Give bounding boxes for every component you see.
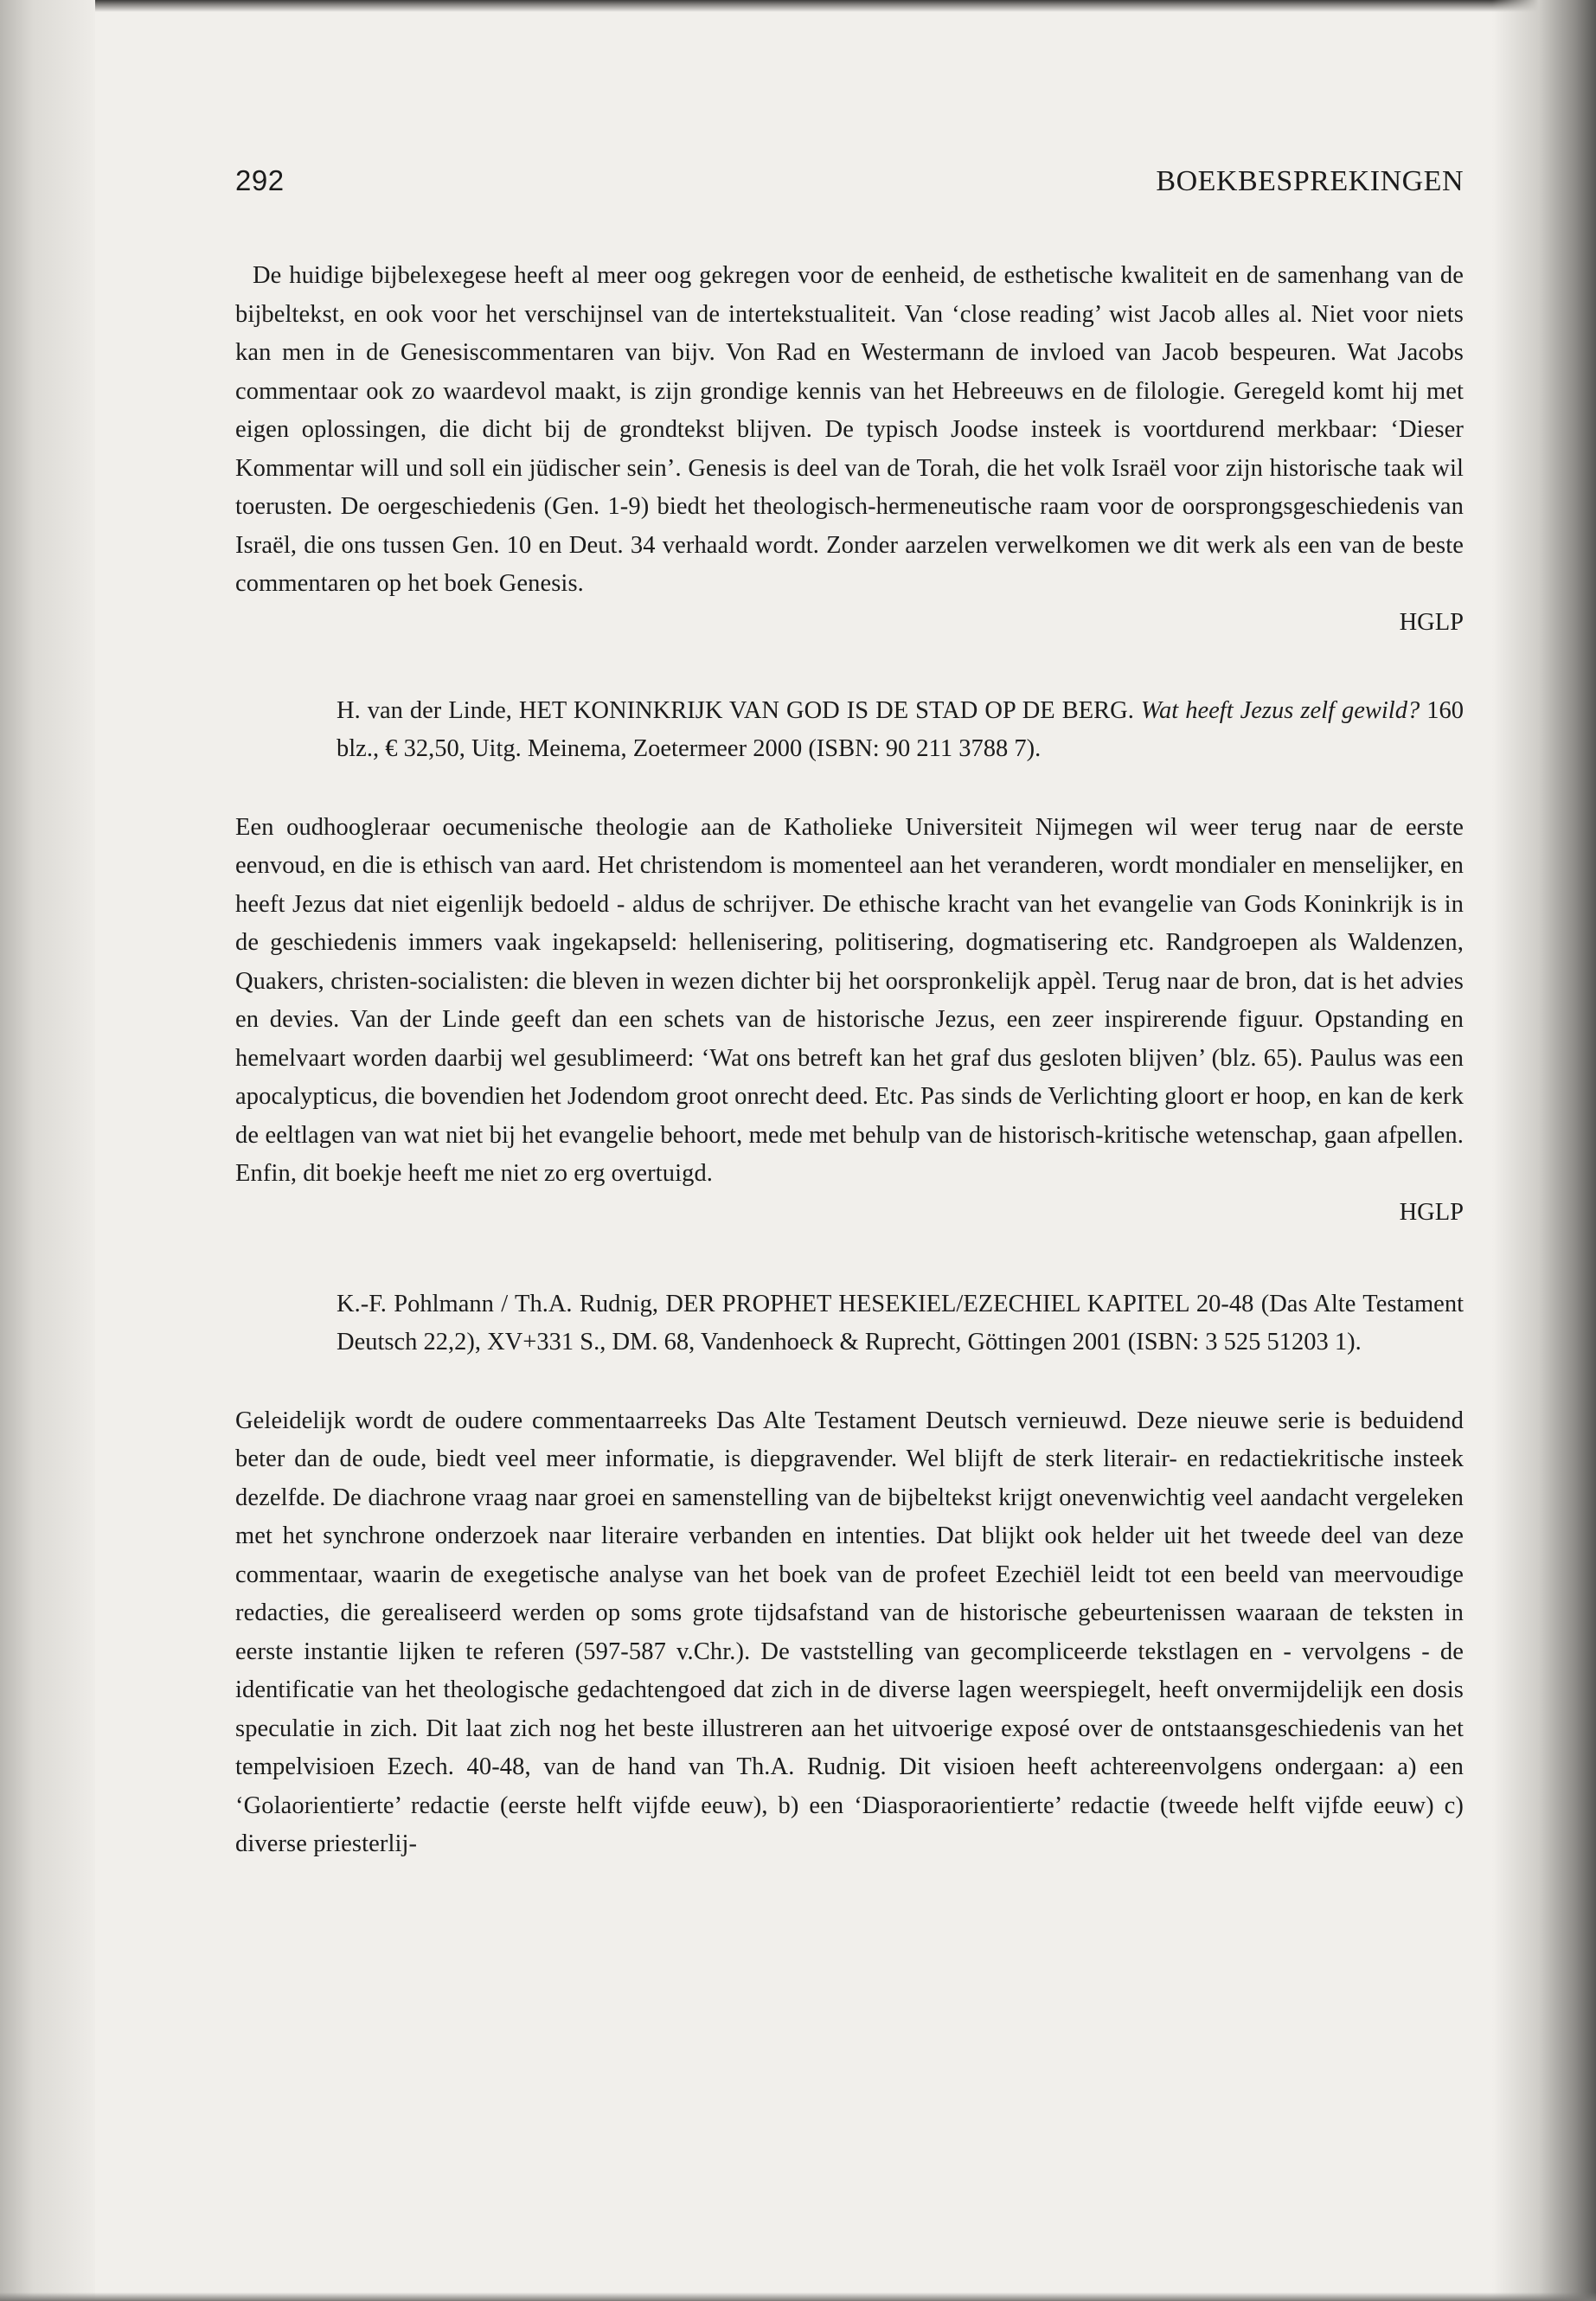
review-paragraph: Een oudhoogleraar oecumenische theologie aan de Katholieke Universiteit Nijmegen wil weer terug naar de eerste eenvoud, en die is ethisch van aard. Het christendom is momenteel aan het veranderen, wordt mondialer en menselijker, en heeft Jezus dat niet eigenlijk bedoeld - aldus de schrijver. De ethische kracht van het evangelie van Gods Koninkrijk is in de geschiedenis immers vaak ingekapseld: hellenisering, politisering, dogmatisering etc. Randgroepen als Waldenzen, Quakers, christen-socialisten: die bleven in wezen dichter bij het oorspronkelijk appèl. Terug naar de bron, dat is het advies en devies. Van der Linde geeft dan een schets van de historische Jezus, een zeer inspirerende figuur. Opstanding en hemelvaart worden daarbij wel gesublimeerd: ‘Wat ons betreft kan het graf dus gesloten blijven’ (blz. 65). Paulus was een apocalypticus, die bovendien het Jodendom groot onrecht deed. Etc. Pas sinds de Verlichting gloort er hoop, en kan de kerk de eeltlagen van wat niet bij het evangelie behoort, mede met behulp van de historisch-kritische wetenschap, gaan afpellen. Enfin, dit boekje heeft me niet zo erg overtuigd. xyxy=(235,813,1464,1187)
page-number: 292 xyxy=(235,164,285,196)
review-genesis xyxy=(235,257,1464,637)
biblio-subtitle: Wat heeft Jezus zelf gewild? xyxy=(1140,696,1420,724)
review-koninkrijk xyxy=(235,692,1464,1227)
biblio-details: 160 blz., € 32,50, Uitg. Meinema, Zoetermeer 2000 (ISBN: 90 211 3788 7). xyxy=(337,696,1465,762)
review-paragraph: Geleidelijk wordt de oudere commentaarreeks Das Alte Testament Deutsch vernieuwd. Deze nieuwe serie is beduidend beter dan de oude, biedt veel meer informatie, is diepgravender. Wel blijft de sterk literair- en redactiekritische insteek dezelfde. De diachrone vraag naar groei en samenstelling van de bijbeltekst krijgt onevenwichtig veel aandacht vergeleken met het synchrone onderzoek naar literaire verbanden en intenties. Dat blijkt ook helder uit het tweede deel van deze commentaar, waarin de exegetische analyse van het boek van de profeet Ezechiël leidt tot een beeld van meervoudige redacties, die gerealiseerd werden op soms grote tijdsafstand van de historische gebeurtenissen waaraan de teksten in eerste instantie lijken te referen (597-587 v.Chr.). De vaststelling van gecompliceerde tekstlagen en - vervolgens - de identificatie van het theologische gedachtengoed dat zich in de diverse lagen weerspiegelt, heeft onvermijdelijk een dosis speculatie in zich. Dit laat zich nog het beste illustreren aan het uitvoerige exposé over de ontstaansgeschiedenis van het tempelvisioen Ezech. 40-48, van de hand van Th.A. Rudnig. Dit visioen heeft achtereenvolgens ondergaan: a) een ‘Golaorientierte’ redactie (eerste helft vijfde eeuw), b) een ‘Diasporaorientierte’ redactie (tweede helft vijfde eeuw) c) diverse priesterlij- xyxy=(235,1407,1464,1857)
biblio-author-title: H. van der Linde, HET KONINKRIJK VAN GOD IS DE STAD OP DE BERG. xyxy=(337,696,1134,724)
section-title: BOEKBESPREKINGEN xyxy=(1156,165,1464,197)
review-ezechiel xyxy=(235,1285,1464,1864)
page-edge-shadow xyxy=(1492,0,1596,2301)
reviewer-signature: HGLP xyxy=(1399,1198,1464,1226)
bibliographic-entry xyxy=(337,692,1464,769)
running-head xyxy=(235,164,1464,198)
page-top-edge xyxy=(0,0,1596,12)
page-bottom-edge xyxy=(0,2292,1596,2301)
page-content xyxy=(235,164,1464,1864)
reviewer-signature: HGLP xyxy=(1399,608,1464,636)
review-paragraph: De huidige bijbelexegese heeft al meer oog gekregen voor de eenheid, de esthetische kwaliteit en de samenhang van de bijbeltekst, en ook voor het verschijnsel van de intertekstualiteit. Van ‘close reading’ wist Jacob alles al. Niet voor niets kan men in de Genesiscommentaren van bijv. Von Rad en Westermann de invloed van Jacob bespeuren. Wat Jacobs commentaar ook zo waardevol maakt, is zijn grondige kennis van het Hebreeuws en de filologie. Geregeld komt hij met eigen oplossingen, die dicht bij de grondtekst blijven. De typisch Joodse insteek is voortdurend merkbaar: ‘Dieser Kommentar will und soll ein jüdischer sein’. Genesis is deel van de Torah, die het volk Israël voor zijn historische taak wil toerusten. De oergeschiedenis (Gen. 1-9) biedt het theologisch-hermeneutische raam voor de oorsprongsgeschiedenis van Israël, die ons tussen Gen. 10 en Deut. 34 verhaald wordt. Zonder aarzelen verwelkomen we dit werk als een van de beste commentaren op het boek Genesis. xyxy=(235,262,1464,597)
page-gutter-shadow xyxy=(0,0,95,2301)
bibliographic-entry: K.-F. Pohlmann / Th.A. Rudnig, DER PROPHET HESEKIEL/EZECHIEL KAPITEL 20-48 (Das Alte Testament Deutsch 22,2), XV+331 S., DM. 68, Vandenhoeck & Ruprecht, Göttingen 2001 (ISBN: 3 525 51203 1). xyxy=(337,1290,1464,1356)
